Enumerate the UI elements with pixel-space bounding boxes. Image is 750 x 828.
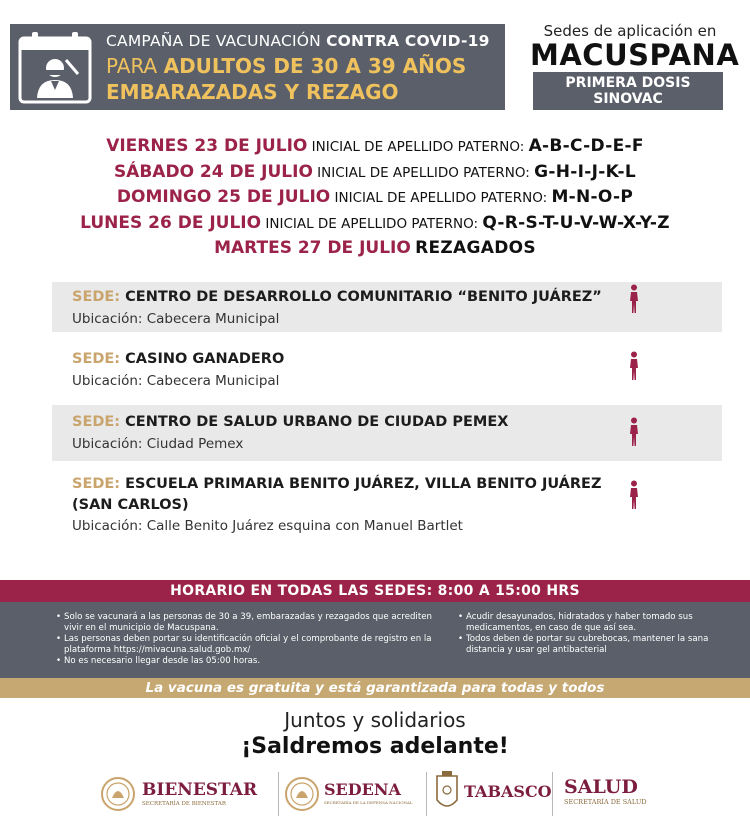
bienestar-name: BIENESTAR xyxy=(142,780,258,800)
header-line-1: CAMPAÑA DE VACUNACIÓN CONTRA COVID-19 xyxy=(106,32,490,50)
walking-person-icon xyxy=(626,284,642,314)
dose-line-2: SINOVAC xyxy=(593,91,663,107)
info-item: • Solo se vacunará a las personas de 30 a 39, embarazadas y rezagados que acrediten vivir en el municipio de Macuspana. xyxy=(56,612,441,634)
date-day: VIERNES 23 DE JULIO xyxy=(106,136,308,156)
date-letters: Q-R-S-T-U-V-W-X-Y-Z xyxy=(482,212,670,233)
bienestar-logo xyxy=(100,766,272,822)
logo-strip xyxy=(0,766,750,822)
sede-location: Ubicación: Cabecera Municipal xyxy=(72,373,280,389)
logo-separator xyxy=(552,772,553,816)
walking-person-icon xyxy=(626,480,642,510)
logo-separator xyxy=(426,772,427,816)
sede-name-line-2: (SAN CARLOS) xyxy=(72,497,189,513)
tabasco-logo xyxy=(434,766,552,822)
info-panel xyxy=(0,602,750,678)
eagle-emblem-icon xyxy=(284,774,320,814)
date-row xyxy=(0,236,750,262)
date-day: DOMINGO 25 DE JULIO xyxy=(116,187,331,207)
walking-person-icon xyxy=(626,351,642,381)
salud-logo xyxy=(564,766,674,822)
dose-badge xyxy=(533,72,723,110)
info-item: • No es necesario llegar desde las 05:00 horas. xyxy=(56,656,441,667)
logo-separator xyxy=(278,772,279,816)
info-item: • Acudir desayunados, hidratados y haber tomado sus medicamentos, en caso de que así sea. xyxy=(458,612,720,634)
sede-name: SEDE: CENTRO DE SALUD URBANO DE CIUDAD PEMEX xyxy=(72,414,509,430)
date-row xyxy=(0,160,750,186)
date-letters: A-B-C-D-E-F xyxy=(528,136,644,156)
slogan-line-1: Juntos y solidarios xyxy=(284,708,466,732)
sedes-title: Sedes de aplicación en xyxy=(543,22,717,40)
sede-item xyxy=(52,343,722,395)
sedena-name: SEDENA xyxy=(324,780,401,799)
calendar-doctor-icon xyxy=(18,30,92,104)
sede-item xyxy=(52,468,722,542)
date-letters: G-H-I-J-K-L xyxy=(534,161,637,182)
sede-name: SEDE: ESCUELA PRIMARIA BENITO JUÁREZ, VILLA BENITO JUÁREZ xyxy=(72,476,602,492)
salud-name: SALUD xyxy=(564,776,638,798)
sede-item xyxy=(52,405,722,461)
date-label: INICIAL DE APELLIDO PATERNO: xyxy=(312,164,535,181)
sede-name: SEDE: CENTRO DE DESARROLLO COMUNITARIO “BENITO JUÁREZ” xyxy=(72,289,602,305)
info-item: • Las personas deben portar su identificación oficial y el comprobante de registro en la plataforma https://mivacuna.salud.gob.mx/ xyxy=(56,634,441,656)
sedena-logo xyxy=(284,766,424,822)
gratuita-bar: La vacuna es gratuita y está garantizada para todas y todos xyxy=(0,678,750,698)
walking-person-icon xyxy=(626,417,642,447)
date-label: INICIAL DE APELLIDO PATERNO: xyxy=(330,190,552,206)
info-item: • Todos deben de portar su cubrebocas, mantener la sana distancia y usar gel antibacterial xyxy=(458,634,720,656)
info-list-left xyxy=(56,612,441,667)
date-row xyxy=(0,211,750,237)
tabasco-name: TABASCO xyxy=(464,782,552,801)
header-line-3: EMBARAZADAS Y REZAGO xyxy=(106,80,399,104)
dose-line-1: PRIMERA DOSIS xyxy=(565,75,691,91)
eagle-emblem-icon xyxy=(100,774,136,814)
date-row xyxy=(0,134,750,160)
sede-location: Ubicación: Ciudad Pemex xyxy=(72,436,244,452)
tabasco-shield-icon xyxy=(434,770,460,814)
bienestar-sub: SECRETARÍA DE BIENESTAR xyxy=(142,801,226,807)
sedena-sub: SECRETARÍA DE LA DEFENSA NACIONAL xyxy=(324,800,413,805)
date-row xyxy=(0,185,750,211)
sede-location: Ubicación: Calle Benito Juárez esquina con Manuel Bartlet xyxy=(72,518,463,534)
info-list-right xyxy=(458,612,720,656)
horario-bar: HORARIO EN TODAS LAS SEDES: 8:00 A 15:00 HRS xyxy=(0,580,750,602)
sede-name: SEDE: CASINO GANADERO xyxy=(72,351,285,367)
sede-item xyxy=(52,282,722,332)
header-line-2: PARA ADULTOS DE 30 A 39 AÑOS xyxy=(106,54,467,78)
schedule-dates xyxy=(0,134,750,262)
salud-sub: SECRETARÍA DE SALUD xyxy=(564,798,647,806)
sede-location: Ubicación: Cabecera Municipal xyxy=(72,311,280,327)
date-letters: REZAGADOS xyxy=(415,238,536,258)
date-day: MARTES 27 DE JULIO xyxy=(214,238,411,258)
slogan-line-2: ¡Saldremos adelante! xyxy=(241,734,509,759)
date-day: LUNES 26 DE JULIO xyxy=(80,212,262,233)
date-letters: M-N-O-P xyxy=(551,187,634,207)
city-name: MACUSPANA xyxy=(530,38,740,72)
date-label: INICIAL DE APELLIDO PATERNO: xyxy=(307,139,529,155)
date-day: SÁBADO 24 DE JULIO xyxy=(113,161,313,182)
campaign-header xyxy=(10,24,505,110)
date-label: INICIAL DE APELLIDO PATERNO: xyxy=(261,215,483,232)
